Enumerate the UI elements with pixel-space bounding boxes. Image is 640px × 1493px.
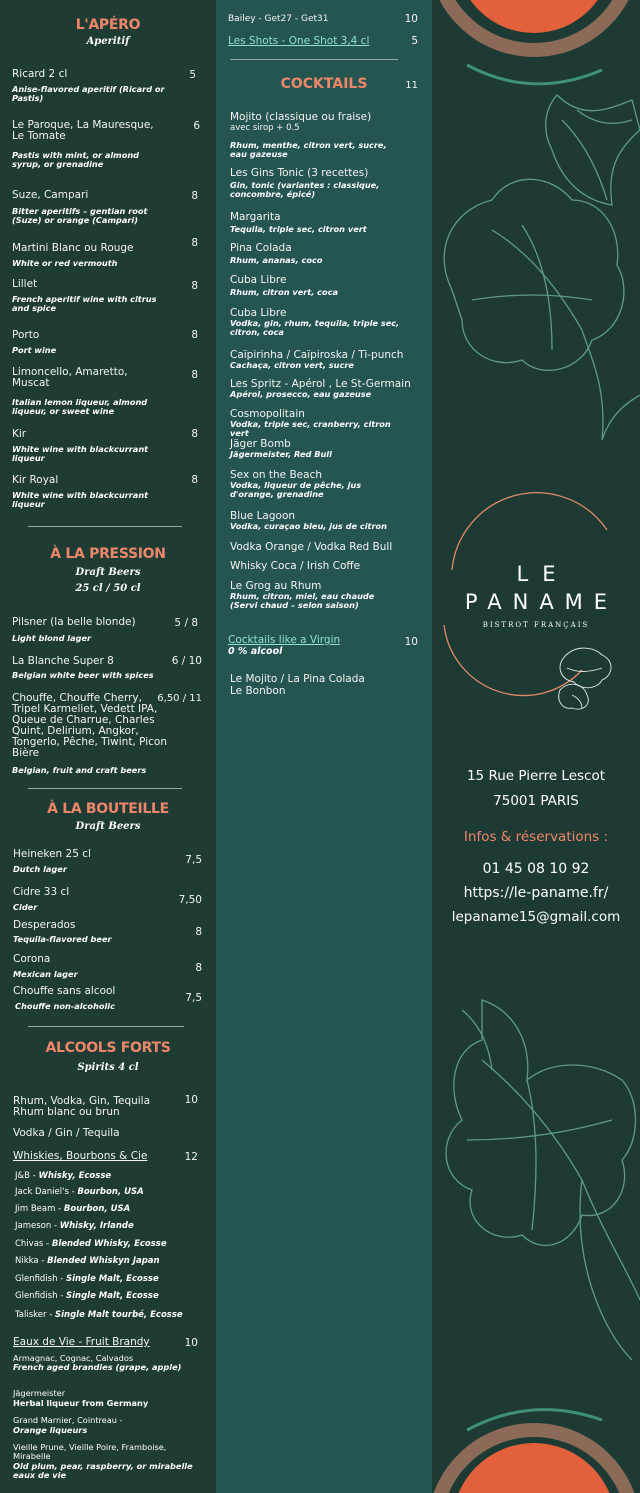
cocktail-name: Caïpirinha / Caïpiroska / Ti-punch — [230, 349, 404, 361]
apero-title: L'APÉRO — [75, 17, 141, 33]
brand-tagline: BISTROT FRANÇAIS — [482, 621, 590, 629]
menu-item-price: 5 — [411, 35, 418, 47]
pression-subtitle-sizes: 25 cl / 50 cl — [75, 583, 141, 594]
separator: - — [43, 1239, 52, 1249]
menu-item-name: Grand Marnier, Cointreau - — [13, 1415, 123, 1425]
cocktail-name: Jäger Bomb — [230, 438, 291, 450]
menu-item-price: 8 — [191, 369, 198, 381]
menu-item-price: 8 — [191, 329, 198, 341]
eaux-de-vie-heading: Eaux de Vie - Fruit Brandy — [13, 1336, 150, 1348]
menu-item-name: Pilsner (la belle blonde) — [12, 616, 136, 628]
cocktail-name: Whisky Coca / Irish Coffe — [230, 560, 361, 572]
whisky-type: Single Malt, Ecosse — [65, 1291, 159, 1301]
whisky-type: Blended Whisky, Ecosse — [51, 1239, 167, 1249]
menu-item-price: 8 — [191, 190, 198, 202]
menu-item-price: 6 — [193, 120, 200, 132]
whisky-brand: Chivas — [15, 1239, 44, 1249]
menu-item-price: 8 — [191, 428, 198, 440]
cocktail-name: Vodka Orange / Vodka Red Bull — [230, 541, 393, 553]
menu-item-name: Desperados — [13, 919, 76, 931]
menu-column-aperitifs — [0, 0, 216, 1493]
address-line-2: 75001 PARIS — [493, 793, 579, 809]
menu-item-price: 12 — [184, 1151, 198, 1163]
section-divider — [28, 1026, 184, 1027]
cocktail-description: Rhum, ananas, coco — [230, 255, 323, 265]
whisky-brand: Glenfidish — [15, 1291, 58, 1301]
brand-name: PANAME — [464, 590, 619, 614]
menu-item-name: Vodka / Gin / Tequila — [13, 1127, 120, 1139]
apero-subtitle: Aperitif — [86, 36, 130, 47]
cocktail-description: Vodka, triple sec, cranberry, citron vert — [230, 419, 391, 438]
cocktail-extra: avec sirop + 0.5 — [230, 123, 300, 133]
separator: - — [38, 1256, 48, 1266]
menu-item-description: White or red vermouth — [12, 258, 118, 268]
address-line-1: 15 Rue Pierre Lescot — [466, 768, 606, 784]
menu-item-description: White wine with blackcurrant liqueur — [12, 490, 149, 509]
section-divider — [28, 788, 182, 789]
whisky-item — [15, 1172, 205, 1181]
menu-item-name: Le Mojito / La Pina Colada — [230, 673, 365, 685]
whisky-type: Bourbon, USA — [77, 1187, 144, 1197]
menu-item-price: 6,50 / 11 — [157, 693, 202, 704]
menu-item-name: Chouffe sans alcool — [13, 985, 116, 997]
virgin-subtitle: 0 % alcool — [228, 646, 283, 657]
separator: - — [57, 1274, 66, 1284]
menu-item-name: Limoncello, Amaretto, Muscat — [12, 366, 128, 389]
menu-item-name: Corona — [13, 953, 51, 965]
cocktail-description: Vodka, liqueur de pêche, jus d'orange, grenadine — [230, 480, 362, 499]
whisky-type: Single Malt tourbé, Ecosse — [54, 1310, 183, 1320]
menu-item-description: Bitter aperitifs – gentian root (Suze) or orange (Campari) — [12, 206, 148, 225]
sun-arc-icon — [467, 65, 602, 84]
cocktail-name: Cuba Libre — [230, 274, 287, 286]
cocktail-name: Le Grog au Rhum — [230, 580, 322, 592]
cocktail-description: Rhum, citron, miel, eau chaude (Servi chaud – selon saison) — [230, 591, 375, 610]
menu-item-description: Orange liqueurs — [13, 1425, 88, 1435]
menu-item-name: Chouffe, Chouffe Cherry, Tripel Karmeliet, Vedett IPA, Queue de Charrue, Charles Quint, Delirium, Angkor, Tongerlo, Pêche, Tiwint, Picon Bière — [12, 692, 167, 759]
cocktail-description: Tequila, triple sec, citron vert — [230, 224, 367, 234]
whisky-brand: Jameson — [15, 1221, 52, 1231]
menu-item-description: Dutch lager — [13, 864, 67, 874]
menu-item-name: Bailey - Get27 - Get31 — [228, 14, 329, 24]
menu-item-price: 7,50 — [178, 894, 202, 906]
separator: - — [55, 1204, 64, 1214]
menu-item-price: 8 — [191, 474, 198, 486]
section-divider — [28, 526, 182, 527]
whisky-type: Whisky, Irlande — [59, 1221, 134, 1231]
menu-item-name: Le Paroque, La Mauresque, Le Tomate — [12, 119, 154, 142]
forts-title: ALCOOLS FORTS — [45, 1040, 171, 1056]
brand-column — [432, 0, 640, 1493]
menu-item-description: Pastis with mint, or almond syrup, or grenadine — [12, 150, 140, 169]
menu-item-name: Suze, Campari — [12, 189, 89, 201]
menu-item-description: Herbal liqueur from Germany — [13, 1398, 149, 1408]
cocktail-name: Les Gins Tonic (3 recettes) — [230, 167, 369, 179]
menu-item-description: Mexican lager — [13, 969, 78, 979]
section-divider — [230, 59, 398, 60]
menu-item-name: La Blanche Super 8 — [12, 655, 114, 667]
menu-item-price: 8 — [191, 280, 198, 292]
menu-item-description: Old plum, pear, raspberry, or mirabelle eaux de vie — [13, 1461, 193, 1480]
whisky-item — [15, 1257, 205, 1266]
whisky-brand: Nikka — [15, 1256, 39, 1266]
cocktail-name: Mojito (classique ou fraise) — [230, 111, 372, 123]
cocktails-title: COCKTAILS — [280, 76, 368, 92]
whisky-brand: Jack Daniel's — [15, 1187, 69, 1197]
menu-item-price: 7,5 — [185, 854, 202, 866]
virgin-heading: Cocktails like a Virgin — [228, 634, 341, 646]
cocktail-description: Gin, tonic (variantes : classique, concombre, épicé) — [230, 180, 380, 199]
logo-leaf-icon — [559, 648, 611, 709]
cocktail-name: Pina Colada — [230, 242, 292, 254]
menu-item-name: Kir Royal — [12, 474, 59, 486]
separator: - — [57, 1291, 66, 1301]
menu-item-price: 10 — [404, 13, 418, 25]
menu-item-name: Ricard 2 cl — [12, 68, 68, 80]
menu-item-price: 11 — [405, 80, 418, 91]
menu-item-description: Cider — [13, 902, 38, 912]
menu-item-name: Vieille Prune, Vieille Poire, Framboise, Mirabelle — [13, 1442, 167, 1461]
separator: - — [29, 1171, 39, 1181]
whisky-type: Blended Whiskyn Japan — [47, 1256, 160, 1266]
menu-column-cocktails — [216, 0, 432, 1493]
whisky-type: Bourbon, USA — [63, 1204, 131, 1214]
whisky-brand: Glenfidish — [15, 1274, 58, 1284]
brand-le: LE — [516, 562, 570, 586]
decorative-artwork — [432, 0, 640, 1493]
whisky-item — [15, 1205, 205, 1214]
whisky-item — [15, 1311, 205, 1320]
cocktail-description: Cachaça, citron vert, sucre — [230, 360, 354, 370]
menu-item-price: 8 — [195, 926, 202, 938]
cocktail-name: Cuba Libre — [230, 307, 287, 319]
menu-item-description: French aperitif wine with citrus and spice — [12, 294, 157, 313]
menu-item-name: Porto — [12, 329, 40, 341]
cocktail-description: Jägermeister, Red Bull — [230, 449, 332, 459]
whisky-type: Whisky, Ecosse — [38, 1171, 112, 1181]
menu-item-price: 10 — [184, 1094, 198, 1106]
separator: - — [51, 1221, 60, 1231]
whisky-item — [15, 1292, 205, 1301]
whisky-item — [15, 1240, 205, 1249]
whiskies-heading: Whiskies, Bourbons & Cie — [13, 1150, 148, 1162]
menu-item-price: 7,5 — [185, 992, 202, 1004]
menu-item-description: Italian lemon liqueur, almond liqueur, or sweet wine — [12, 397, 148, 416]
cocktail-name: Blue Lagoon — [230, 510, 296, 522]
menu-item-description: Light blond lager — [12, 633, 92, 643]
menu-item-price: 10 — [404, 636, 418, 648]
menu-item-price: 5 / 8 — [174, 617, 198, 629]
cocktail-description: Vodka, curaçao bleu, jus de citron — [230, 521, 387, 531]
separator: - — [46, 1310, 55, 1320]
menu-item-name: Kir — [12, 428, 27, 440]
menu-item-description: White wine with blackcurrant liqueur — [12, 444, 149, 463]
menu-item-name: Le Bonbon — [230, 685, 286, 697]
menu-item-name: Martini Blanc ou Rouge — [12, 242, 134, 254]
menu-item-price: 6 / 10 — [171, 655, 202, 667]
whisky-item — [15, 1188, 205, 1197]
cocktail-name: Les Spritz - Apérol , Le St-Germain — [230, 378, 411, 390]
menu-item-name: Rhum, Vodka, Gin, Tequila Rhum blanc ou brun — [13, 1095, 151, 1118]
cocktail-name: Cosmopolitain — [230, 408, 305, 420]
menu-item-description: Tequila-flavored beer — [13, 934, 112, 944]
whisky-brand: Jim Beam — [15, 1204, 56, 1214]
cocktail-description: Vodka, gin, rhum, tequila, triple sec, citron, coca — [230, 318, 400, 337]
whisky-type: Single Malt, Ecosse — [65, 1274, 159, 1284]
pression-title: À LA PRESSION — [50, 546, 166, 562]
whisky-item — [15, 1222, 205, 1231]
cocktail-description: Apérol, prosecco, eau gazeuse — [230, 389, 372, 399]
phone-number[interactable]: 01 45 08 10 92 — [482, 861, 590, 877]
logo-arc-icon — [452, 493, 607, 570]
menu-item-name: Cidre 33 cl — [13, 886, 70, 898]
cocktail-name: Sex on the Beach — [230, 469, 323, 481]
email-link[interactable]: lepaname15@gmail.com — [451, 909, 621, 925]
whisky-brand: J&B — [15, 1171, 30, 1181]
menu-item-name: Lillet — [12, 278, 38, 290]
menu-item-description: French aged brandies (grape, apple) — [13, 1362, 182, 1372]
cocktail-description: Rhum, menthe, citron vert, sucre, eau gazeuse — [230, 140, 387, 159]
menu-item-description: Anise-flavored aperitif (Ricard or Pastis) — [12, 84, 165, 103]
menu-item-price: 8 — [195, 962, 202, 974]
menu-item-price: 5 — [189, 69, 196, 81]
menu-item-description: Chouffe non-alcoholic — [15, 1001, 115, 1011]
shots-link: Les Shots - One Shot 3,4 cl — [228, 35, 370, 47]
menu-item-description: Belgian white beer with spices — [12, 670, 154, 680]
leaf-illustration-icon — [446, 1000, 640, 1360]
cocktail-name: Margarita — [230, 211, 281, 223]
menu-item-name: Armagnac, Cognac, Calvados — [13, 1353, 134, 1363]
menu-item-price: 10 — [184, 1337, 198, 1349]
leaf-illustration-icon — [444, 95, 640, 440]
menu-item-price: 8 — [191, 237, 198, 249]
menu-item-name: Jägermeister — [13, 1388, 66, 1398]
whisky-brand: Talisker — [15, 1310, 47, 1320]
menu-item-description: Belgian, fruit and craft beers — [12, 765, 147, 775]
whisky-item — [15, 1275, 205, 1284]
website-link[interactable]: https://le-paname.fr/ — [463, 885, 609, 901]
infos-heading: Infos & réservations : — [463, 829, 609, 845]
menu-item-description: Port wine — [12, 345, 57, 355]
forts-subtitle: Spirits 4 cl — [77, 1062, 139, 1073]
logo-arc-icon — [444, 625, 582, 696]
pression-subtitle: Draft Beers — [75, 567, 141, 578]
bouteille-title: À LA BOUTEILLE — [47, 801, 169, 817]
separator: - — [68, 1187, 78, 1197]
menu-item-name: Heineken 25 cl — [13, 848, 91, 860]
cocktail-description: Rhum, citron vert, coca — [230, 287, 339, 297]
bouteille-subtitle: Draft Beers — [75, 821, 141, 832]
